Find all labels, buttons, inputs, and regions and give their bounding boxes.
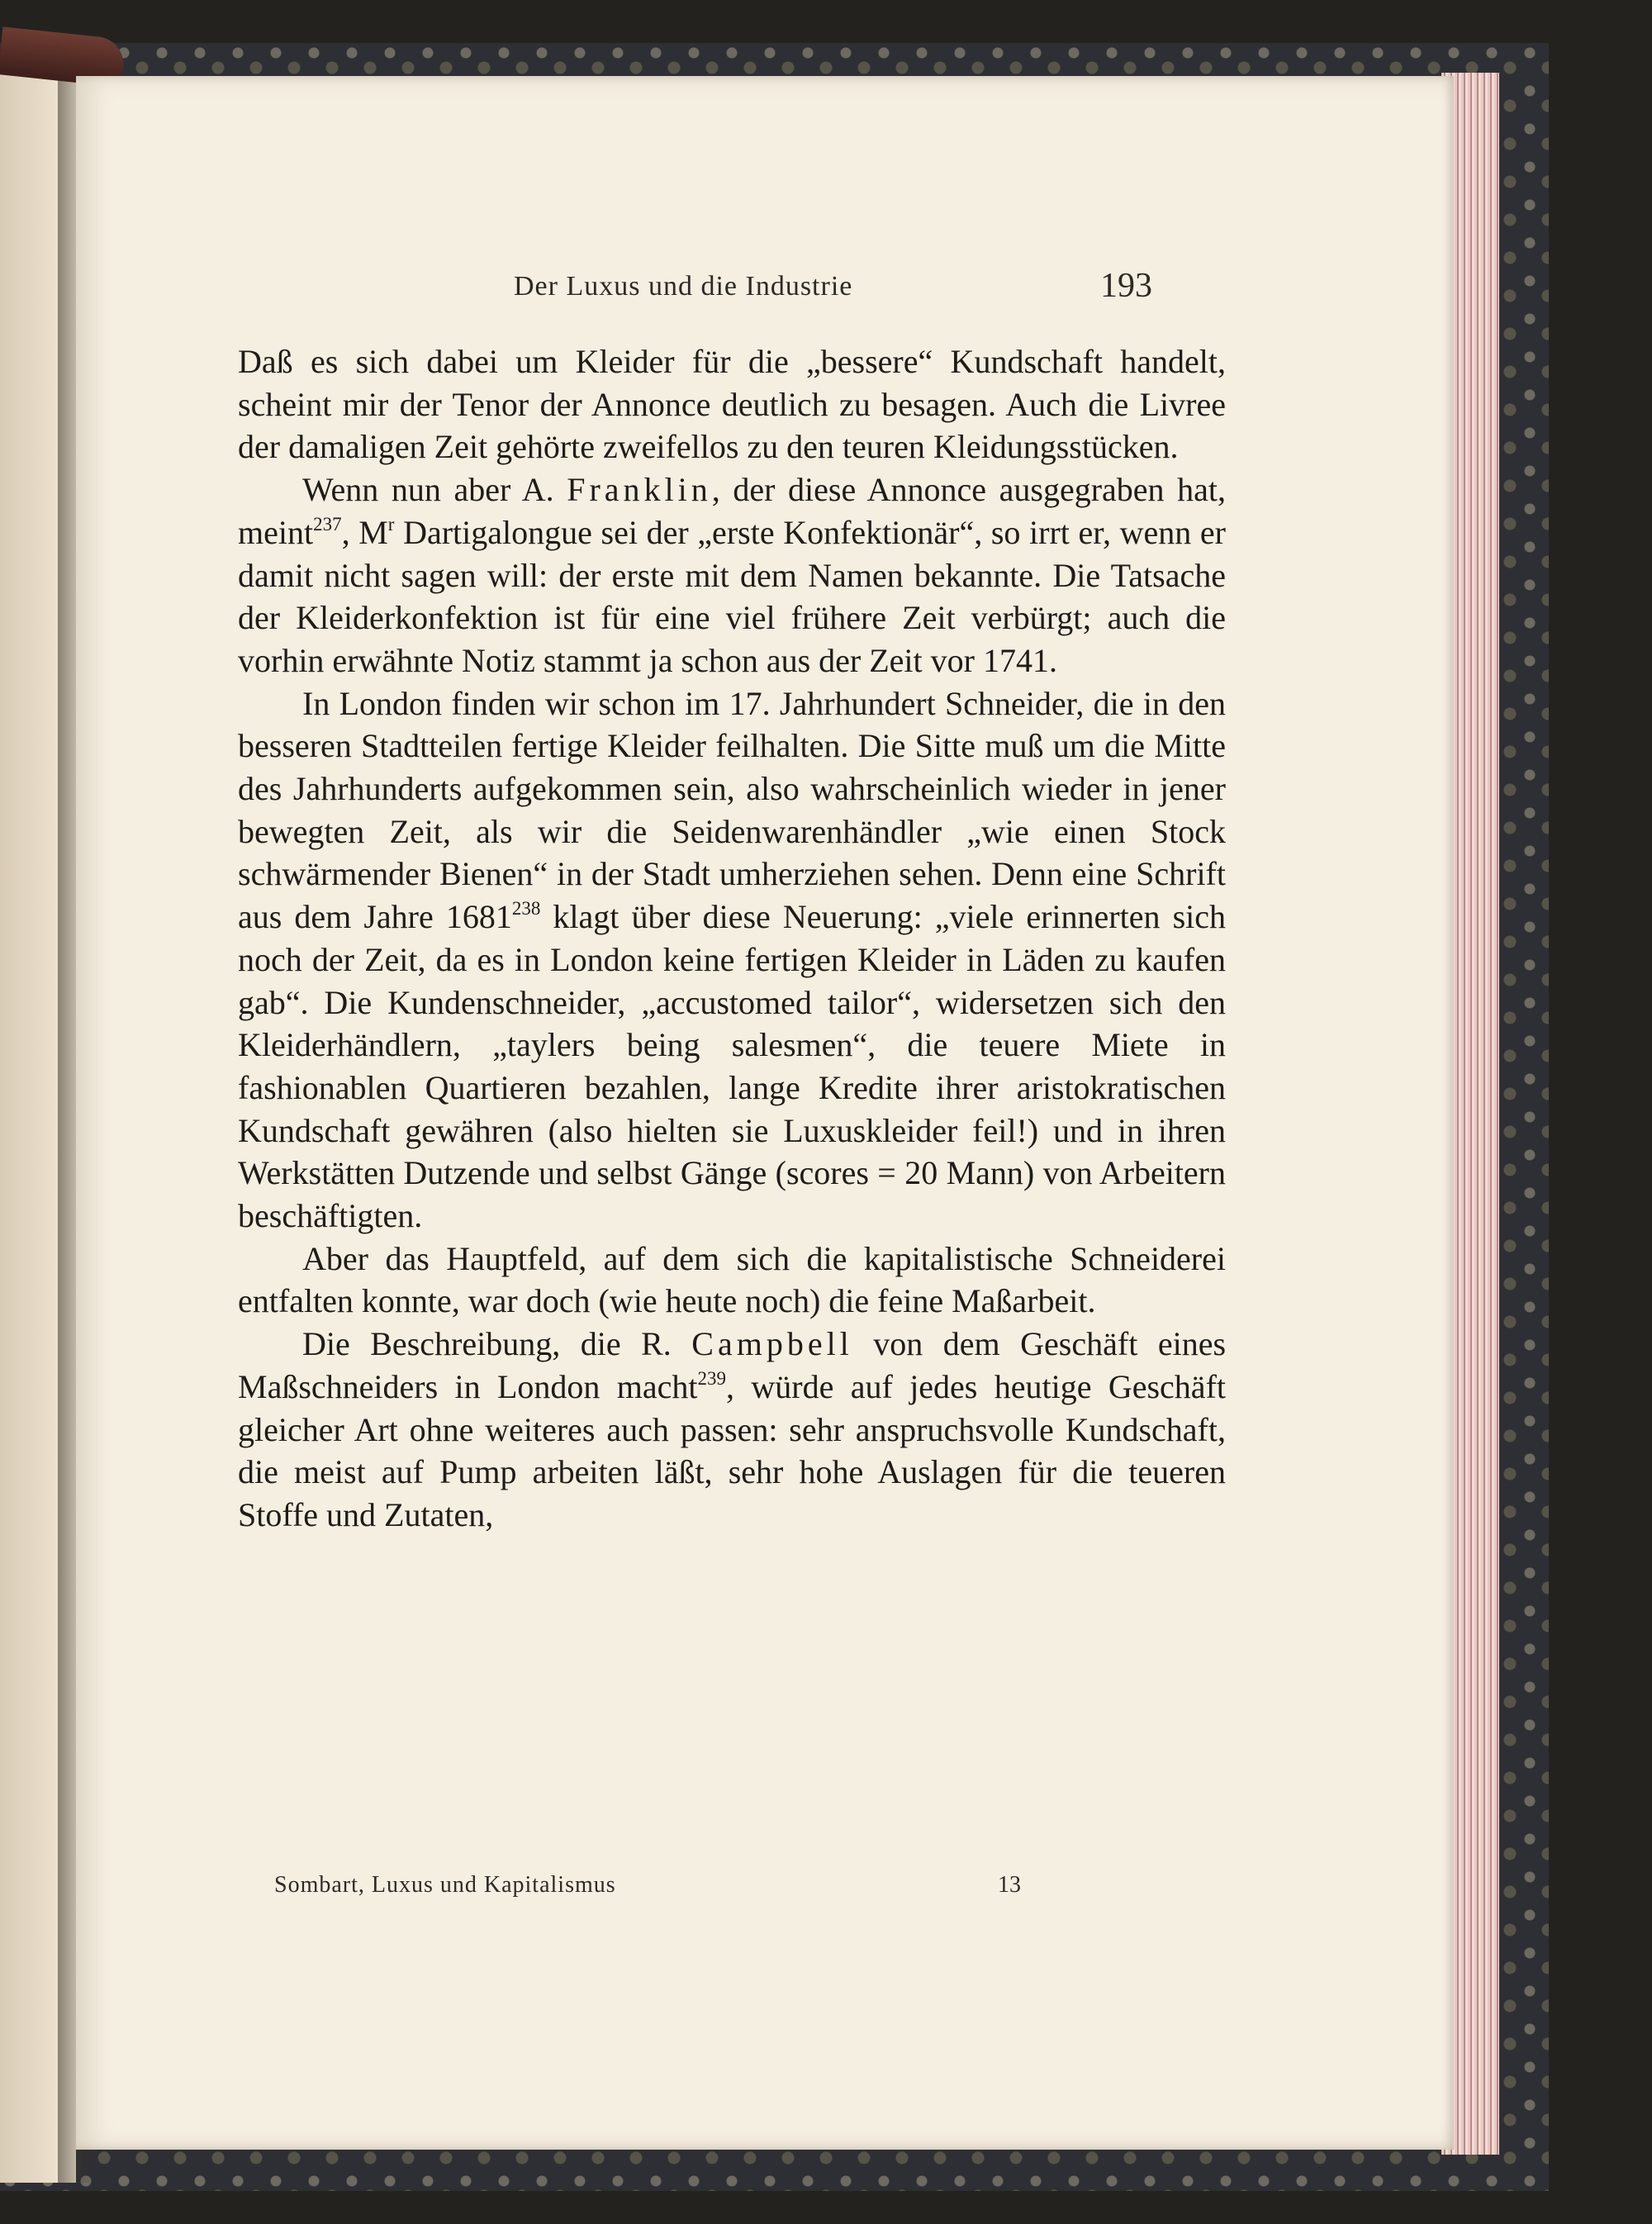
footnote-ref-239[interactable]: 239 xyxy=(697,1367,727,1389)
body-text xyxy=(238,340,1226,1537)
paragraph-5-text-c: , würde auf jedes heutige Geschäft gleicher Art ohne weiteres auch passen: sehr anspruchsvolle Kundschaft, die meist auf Pump arbeiten läßt, sehr hohe Auslagen für die teueren Stoffe und Zutaten, xyxy=(238,1367,1226,1533)
paragraph-2-text-a: Wenn nun aber A. xyxy=(302,471,554,509)
author-name-franklin: Franklin xyxy=(567,471,712,509)
title-abbrev-mr: r xyxy=(387,513,395,535)
paragraph-3-text-a: In London finden wir schon im 17. Jahrhundert Schneider, die in den besseren Stadtteilen fertige Kleider feilhalten. Die Sitte muß um die Mitte des Jahrhunderts aufgekommen sein, also wahrscheinlich wieder in jener bewegten Zeit, als wir die Seidenwarenhändler „wie einen Stock schwärmender Bienen“ in der Stadt umherziehen sehen. Denn eine Schrift aus dem Jahre 1681 xyxy=(238,684,1226,936)
paragraph-5 xyxy=(238,1323,1226,1537)
author-name-campbell: Campbell xyxy=(691,1325,853,1363)
paragraph-5-text-b: von dem Geschäft eines Maßschneiders in London macht xyxy=(238,1325,1227,1405)
paragraph-4: Aber das Hauptfeld, auf dem sich die kapitalistische Schneiderei entfalten konnte, war doch (wie heute noch) die feine Maßarbeit. xyxy=(238,1239,1226,1320)
running-title: Der Luxus und die Industrie xyxy=(514,271,853,302)
paragraph-2 xyxy=(238,468,1226,682)
page-header xyxy=(76,267,1454,312)
sheet-number: 13 xyxy=(998,1872,1021,1898)
page-number: 193 xyxy=(1100,267,1152,305)
paragraph-3 xyxy=(238,682,1226,1238)
paragraph-3-text-b: klagt über diese Neuerung: „viele erinnerten sich noch der Zeit, da es in London keine fertigen Kleider in Läden zu kaufen gab“. Die Kundenschneider, „accustomed tailor“, widersetzen sich den Kleiderhändlern, „taylers being salesmen“, die teuere Miete in fashionablen Quartieren bezahlen, lange Kredite ihrer aristokratischen Kundschaft gewähren (also hielten sie Luxuskleider feil!) und in ihren Werkstätten Dutzende und selbst Gänge (scores = 20 Mann) von Arbeitern beschäftigten. xyxy=(238,898,1226,1235)
printer-signature: Sombart, Luxus und Kapitalismus xyxy=(274,1872,616,1898)
book-page xyxy=(76,76,1454,2150)
footnote-ref-237[interactable]: 237 xyxy=(313,513,342,535)
paragraph-2-text-c: , M xyxy=(341,513,388,551)
footnote-ref-238[interactable]: 238 xyxy=(511,898,541,920)
page-footer xyxy=(76,1872,1454,1905)
paragraph-2-text-d: Dartigalongue sei der „erste Konfektionär“, so irrt er, wenn er damit nicht sagen will: der erste mit dem Namen bekannte. Die Tatsache der Kleiderkonfektion ist für eine viel frühere Zeit verbürgt; auch die vorhin erwähnte Notiz stammt ja schon aus der Zeit vor 1741. xyxy=(238,513,1226,679)
paragraph-1: Daß es sich dabei um Kleider für die „bessere“ Kundschaft handelt, scheint mir der Tenor der Annonce deutlich zu besagen. Auch die Livree der damaligen Zeit gehörte zweifellos zu den teuren Kleidungsstücken. xyxy=(238,343,1226,466)
paragraph-5-text-a: Die Beschreibung, die R. xyxy=(302,1325,672,1363)
paragraph-2-text-b: , der diese Annonce ausgegraben hat, meint xyxy=(238,471,1227,551)
